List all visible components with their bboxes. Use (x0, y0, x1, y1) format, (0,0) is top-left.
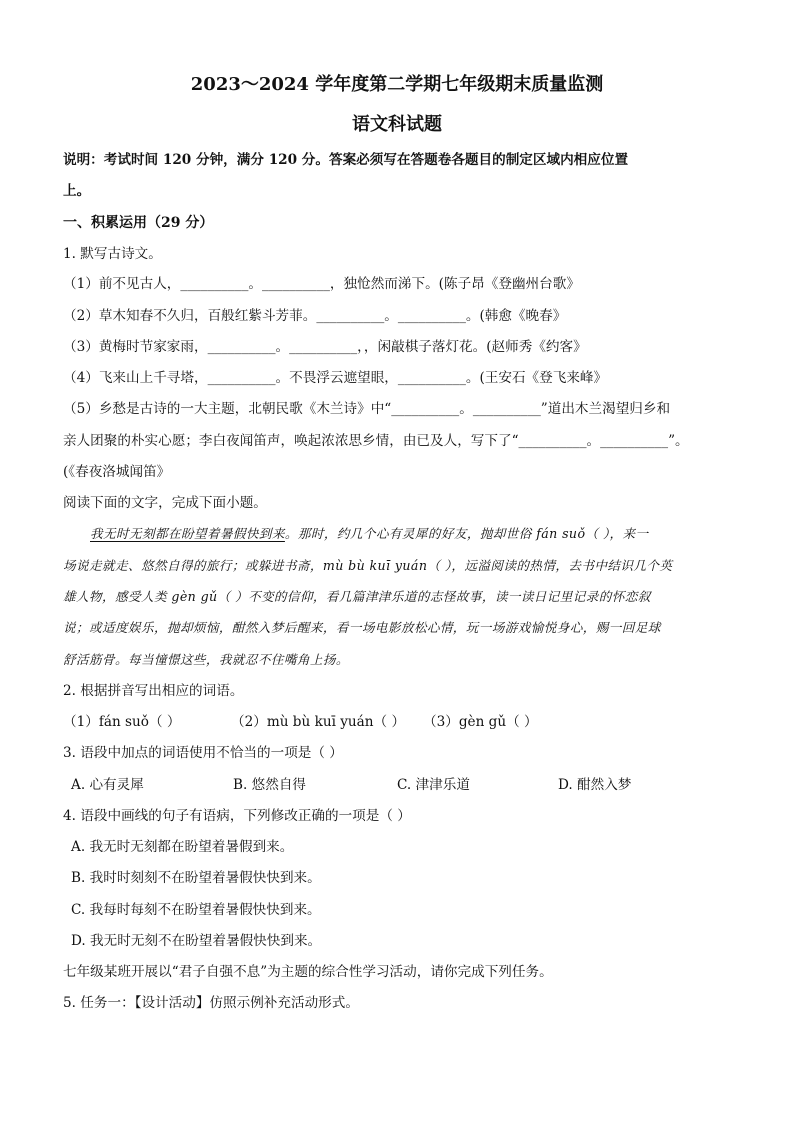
pinyin-item: （1）fán suǒ（ ） (63, 714, 181, 730)
reading-passage-line (90, 524, 734, 544)
question-4-stem: 4. 语段中画线的句子有语病，下列修改正确的一项是（ ） (63, 808, 411, 824)
activity-intro: 七年级某班开展以“君子自强不息”为主题的综合性学习活动，请你完成下列任务。 (63, 964, 553, 980)
instructions-line-2: 上。 (63, 183, 91, 199)
question-2-stem: 2. 根据拼音写出相应的词语。 (63, 683, 244, 699)
underlined-sentence: 我无时无刻都在盼望着暑假快到来 (90, 526, 285, 541)
pinyin-item: （3）gèn gǔ（ ） (423, 714, 538, 730)
page-subtitle: 语文科试题 (352, 114, 442, 135)
reading-passage-line: 舒活筋骨。每当憧憬这些，我就忍不住嘴角上扬。 (63, 652, 349, 667)
question-1-item: （3）黄梅时节家家雨，__________。__________，，闲敲棋子落灯花。(赵师秀《约客》 (63, 339, 587, 355)
option-b: B. 悠然自得 (233, 777, 307, 793)
pinyin-item: （2）mù bù kuī yuán（ ） (231, 714, 406, 730)
reading-intro: 阅读下面的文字，完成下面小题。 (63, 495, 267, 511)
option-d: D. 我无时无刻不在盼望着暑假快快到来。 (71, 933, 322, 949)
passage-text: 。那时，约几个心有灵犀的好友，抛却世俗 fán suǒ（ ），来一 (284, 526, 649, 541)
question-1-item: （1）前不见古人，__________。__________，独怆然而涕下。(陈子昂《登幽州台歌》 (63, 276, 580, 292)
question-1-item: (《春夜洛城闻笛》 (63, 464, 171, 480)
question-5-stem: 5. 任务一：【设计活动】仿照示例补充活动形式。 (63, 995, 359, 1011)
instructions-line-1: 说明：考试时间 120 分钟，满分 120 分。答案必须写在答题卷各题目的制定区域内相应位置 (63, 152, 629, 168)
option-a: A. 心有灵犀 (71, 777, 144, 793)
reading-passage-line: 雄人物，感受人类 gèn gǔ（ ）不变的信仰，看几篇津津乐道的志怪故事，读一读日记里记录的怀恋叙 (63, 589, 651, 604)
question-1-item: 亲人团聚的朴实心愿；李白夜闻笛声，唤起浓浓思乡情，由已及人，写下了“__________。__________”。 (63, 433, 689, 449)
question-1-item: （2）草木知春不久归，百般红紫斗芳菲。__________。__________。(韩愈《晚春》 (63, 308, 567, 324)
option-b: B. 我时时刻刻不在盼望着暑假快快到来。 (71, 870, 321, 886)
question-1-item: （5）乡愁是古诗的一大主题，北朝民歌《木兰诗》中“__________。__________”道出木兰渴望归乡和 (63, 401, 671, 417)
page-title: 2023～2024 学年度第二学期七年级期末质量监测 (190, 74, 604, 95)
option-a: A. 我无时无刻都在盼望着暑假到来。 (71, 839, 294, 855)
question-3-stem: 3. 语段中加点的词语使用不恰当的一项是（ ） (63, 745, 343, 761)
question-1-item: （4）飞来山上千寻塔，__________。不畏浮云遮望眼，__________。(王安石《登飞来峰》 (63, 370, 608, 386)
option-c: C. 津津乐道 (397, 777, 470, 793)
section-heading: 一、积累运用（29 分） (63, 215, 214, 231)
reading-passage-line: 说；或适度娱乐，抛却烦恼，酣然入梦后醒来，看一场电影放松心情，玩一场游戏愉悦身心，赐一回足球 (63, 620, 661, 635)
option-d: D. 酣然入梦 (558, 777, 632, 793)
question-1-stem: 1. 默写古诗文。 (63, 246, 162, 262)
reading-passage-line: 场说走就走、悠然自得的旅行；或躲进书斋，mù bù kuī yuán（ ），远溢阅读的热情，去书中结识几个英 (63, 558, 673, 573)
option-c: C. 我每时每刻不在盼望着暑假快快到来。 (71, 902, 321, 918)
